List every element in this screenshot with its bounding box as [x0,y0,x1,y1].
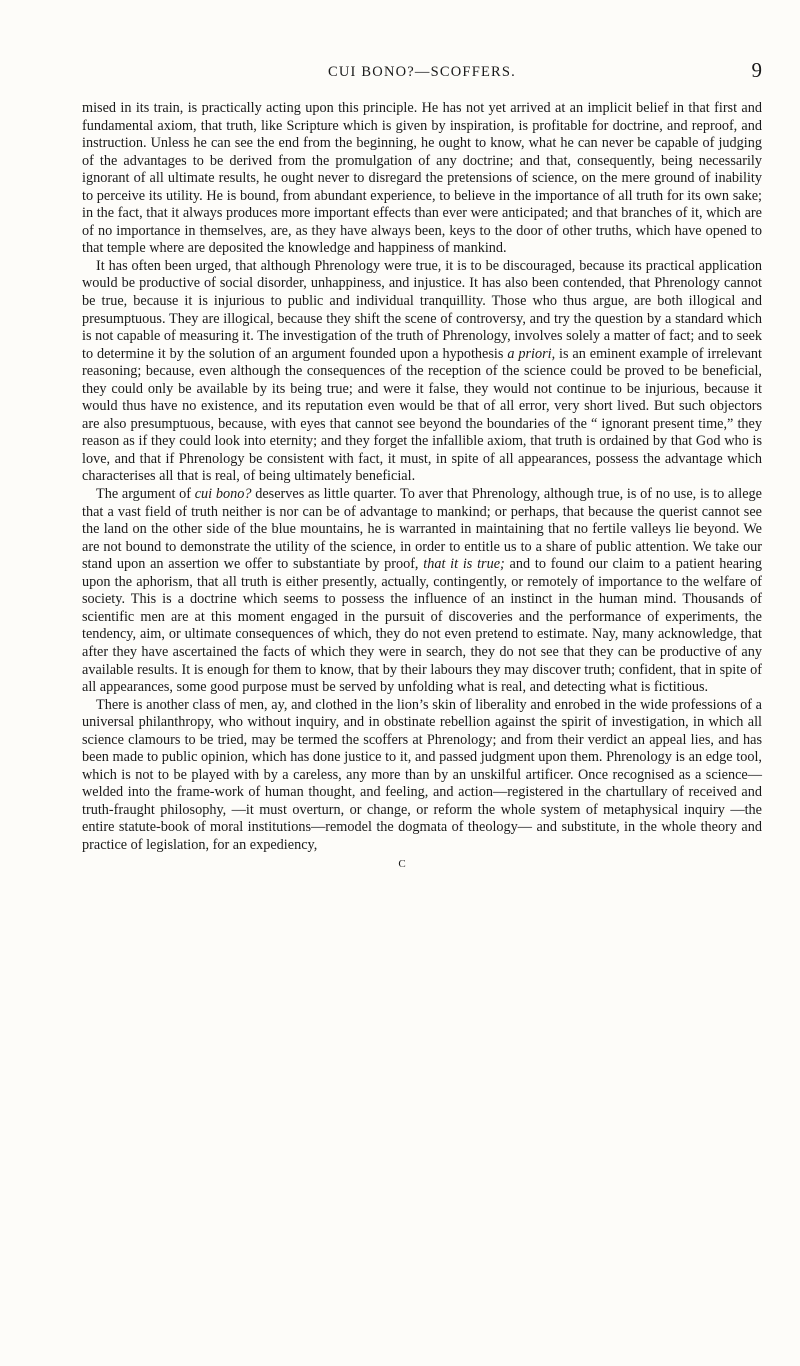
paragraph-3-part-3: and to found our claim to a patient hearing upon the aphorism, that all truth is either presently, actually, contingently, or remotely of importance to the welfare of society. This is a doctrine which seems to possess the influence of an instinct in the human mind. Thousands of scientific men are at this moment engaged in the pursuit of discoveries and the performance of experiments, the tendency, aim, or ultimate consequences of which, they do not even pretend to estimate. Nay, many acknowledge, that after they have ascertained the facts of which they were in search, they do not see that they can be productive of any available results. It is enough for them to know, that by their labours they may discover truth; confident, that in spite of all appearances, some good purpose must be served by unfolding what is real, and detecting what is fictitious. [82,556,762,696]
italic-cui-bono: cui bono? [194,486,252,503]
paragraph-3 [82,486,762,697]
running-head [82,58,762,86]
italic-that-it-is-true: that it is true; [423,556,505,573]
page-number: 9 [751,58,762,82]
paragraph-2-part-1: It has often been urged, that although Phrenology were true, it is to be discouraged, because its practical application would be productive of social disorder, unhappiness, and injustice. It has also been contended, that Phrenology cannot be true, because it is injurious to public and individual tranquillity. Those who thus argue, are both illogical and presumptuous. They are illogical, because they shift the scene of controversy, and try the question by a standard which is not capable of measuring it. The investigation of the truth of Phrenology, involves solely a matter of fact; and to seek to determine it by the solution of an argument founded upon a hypothesis [82,257,762,362]
signature-mark: C [398,857,406,870]
paragraph-2 [82,258,762,486]
italic-a-priori: a priori, [507,345,556,362]
paragraph-1: mised in its train, is practically acting upon this principle. He has not yet arrived at an implicit belief in that first and fundamental axiom, that truth, like Scripture which is given by inspiration, is profitable for doctrine, and reproof, and instruction. Unless he can see the end from the beginning, he ought to know, what he can never be capable of judging of the advantages to be derived from the promulgation of any doctrine; and that, consequently, being necessarily ignorant of all ultimate results, he ought never to disregard the pretensions of science, on the mere ground of inability to perceive its utility. He is bound, from abundant experience, to believe in the importance of all truth for its own sake; in the fact, that it always produces more important effects than ever were anticipated; and that branches of it, which are of no importance in themselves, are, as they have always been, keys to the door of other truths, which have opened to that temple where are deposited the knowledge and happiness of mankind. [82,100,762,257]
running-head-title: CUI BONO?—SCOFFERS. [328,64,516,80]
paragraph-2-part-2: is an eminent example of irrelevant reasoning; because, even although the consequences of the reception of the science could be proved to be beneficial, they could only be available by its being true; and were it false, they would not continue to be injurious, because it would thus have no existence, and its reputation even would be that of all error, very short lived. But such objectors are also presumptuous, because, with eyes that cannot see beyond the boundaries of the “ ignorant present time,” they reason as if they could look into eternity; and they forget the infallible axiom, that truth is ordained by that God who is love, and that if Phrenology be consistent with fact, it must, in spite of all appearances, possess the advantage which characterises all that is real, of being ultimately beneficial. [82,345,763,485]
paragraph-3-part-1: The argument of [96,486,192,503]
paragraph-3-part-2: deserves as little quarter. To aver that Phrenology, although true, is of no use, is to allege that a vast field of truth neither is nor can be of advantage to mankind; or perhaps, that because the querist cannot see the land on the other side of the blue mountains, he is warranted in maintaining that no fertile valleys lie beyond. We are not bound to demonstrate the utility of the science, in order to entitle us to a share of public attention. We take our stand upon an assertion we offer to substantiate by proof, [82,486,762,573]
body-text [82,100,762,873]
paragraph-4: There is another class of men, ay, and clothed in the lion’s skin of liberality and enrobed in the wide professions of a universal philanthropy, who without inquiry, and in obstinate rebellion against the spirit of investigation, in which all science clamours to be tried, may be termed the scoffers at Phrenology; and from their verdict an appeal lies, and has been made to public opinion, which has done justice to it, and passed judgment upon them. Phrenology is an edge tool, which is not to be played with by a careless, any more than by an unskilful artificer. Once recognised as a science—welded into the frame-work of human thought, and feeling, and action—registered in the chartullary of received and truth-fraught philosophy, —it must overturn, or change, or reform the whole system of metaphysical inquiry —the entire statute-book of moral institutions—remodel the dogmata of theology— and substitute, in the whole theory and practice of legislation, for an expediency, [82,696,762,853]
